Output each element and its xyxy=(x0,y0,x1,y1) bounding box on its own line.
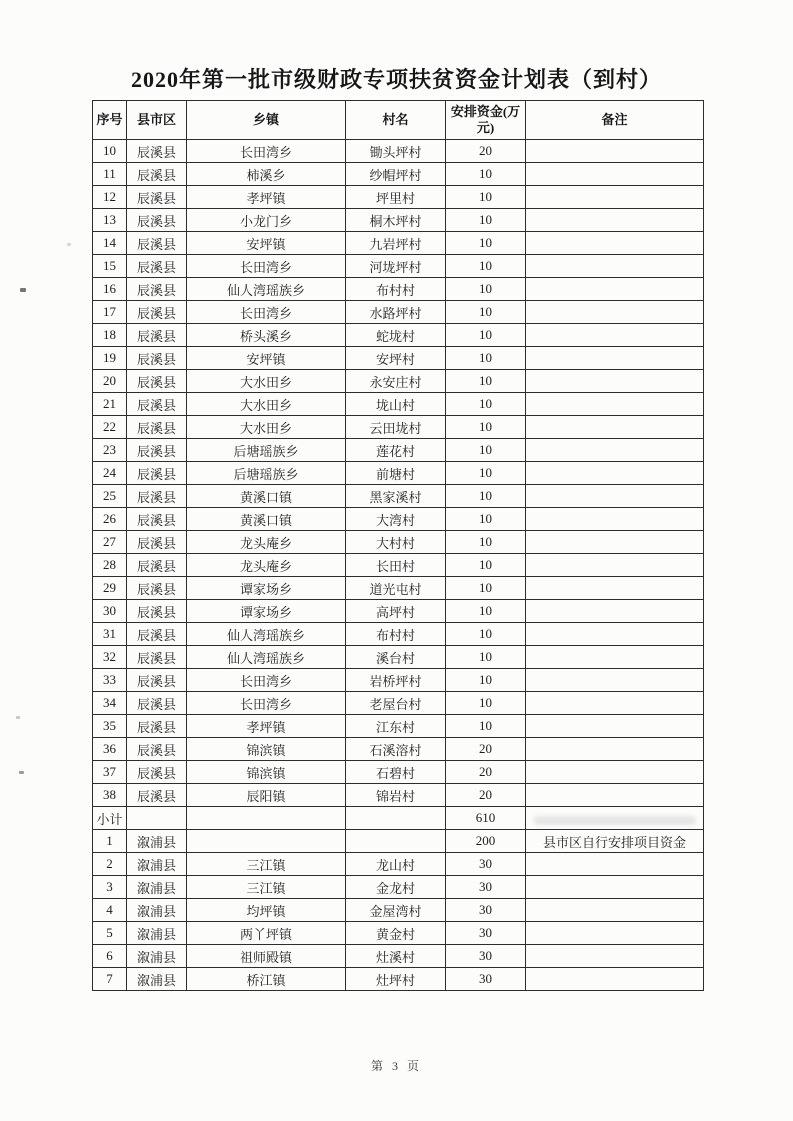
table-cell: 10 xyxy=(446,416,526,439)
table-row xyxy=(93,577,704,600)
table-cell: 20 xyxy=(446,738,526,761)
table-cell: 辰溪县 xyxy=(127,485,187,508)
table-cell: 溆浦县 xyxy=(127,945,187,968)
table-cell: 10 xyxy=(446,186,526,209)
table-cell: 10 xyxy=(446,163,526,186)
table-cell: 水路坪村 xyxy=(346,301,446,324)
scan-speck xyxy=(16,716,20,719)
table-cell: 38 xyxy=(93,784,127,807)
table-cell: 石碧村 xyxy=(346,761,446,784)
table-row xyxy=(93,416,704,439)
table-cell: 10 xyxy=(446,439,526,462)
table-cell: 长田湾乡 xyxy=(187,301,346,324)
table-cell xyxy=(526,715,704,738)
table-body xyxy=(93,140,704,991)
table-cell: 辰溪县 xyxy=(127,209,187,232)
table-cell xyxy=(526,945,704,968)
column-header: 村名 xyxy=(346,101,446,140)
table-cell: 小计 xyxy=(93,807,127,830)
table-cell: 10 xyxy=(446,324,526,347)
table-cell: 20 xyxy=(446,784,526,807)
table-cell xyxy=(526,968,704,991)
table-cell xyxy=(526,439,704,462)
table-cell xyxy=(526,462,704,485)
table-cell xyxy=(526,623,704,646)
table-cell: 20 xyxy=(446,140,526,163)
table-cell: 大水田乡 xyxy=(187,370,346,393)
table-cell: 22 xyxy=(93,416,127,439)
table-row xyxy=(93,899,704,922)
table-row xyxy=(93,232,704,255)
table-cell: 11 xyxy=(93,163,127,186)
table-cell xyxy=(526,876,704,899)
table-cell: 辰溪县 xyxy=(127,140,187,163)
table-cell: 27 xyxy=(93,531,127,554)
table-cell xyxy=(526,508,704,531)
table-cell xyxy=(526,761,704,784)
table-cell: 辰溪县 xyxy=(127,784,187,807)
table-cell: 30 xyxy=(446,853,526,876)
table-cell: 灶坪村 xyxy=(346,968,446,991)
table-cell: 辰溪县 xyxy=(127,324,187,347)
table-cell xyxy=(526,393,704,416)
table-cell: 祖师殿镇 xyxy=(187,945,346,968)
table-cell: 12 xyxy=(93,186,127,209)
subtotal-row xyxy=(93,807,704,830)
table-cell: 溆浦县 xyxy=(127,876,187,899)
table-cell xyxy=(526,370,704,393)
table-cell: 610 xyxy=(446,807,526,830)
table-cell xyxy=(526,922,704,945)
table-cell: 6 xyxy=(93,945,127,968)
table-cell: 10 xyxy=(446,301,526,324)
table-row xyxy=(93,646,704,669)
table-cell: 桐木坪村 xyxy=(346,209,446,232)
scan-speck xyxy=(20,288,26,292)
table-cell: 10 xyxy=(446,577,526,600)
column-header: 备注 xyxy=(526,101,704,140)
table-cell: 大水田乡 xyxy=(187,416,346,439)
table-cell: 仙人湾瑶族乡 xyxy=(187,278,346,301)
table-cell: 辰溪县 xyxy=(127,738,187,761)
table-cell: 长田村 xyxy=(346,554,446,577)
table-cell xyxy=(526,186,704,209)
table-cell xyxy=(526,347,704,370)
table-cell: 3 xyxy=(93,876,127,899)
table-cell: 仙人湾瑶族乡 xyxy=(187,646,346,669)
table-cell: 10 xyxy=(446,508,526,531)
table-cell: 10 xyxy=(93,140,127,163)
table-row xyxy=(93,922,704,945)
table-cell xyxy=(526,577,704,600)
column-header: 乡镇 xyxy=(187,101,346,140)
table-cell: 5 xyxy=(93,922,127,945)
table-cell: 19 xyxy=(93,347,127,370)
table-cell: 10 xyxy=(446,715,526,738)
table-cell: 小龙门乡 xyxy=(187,209,346,232)
table-cell: 溆浦县 xyxy=(127,853,187,876)
table-cell: 10 xyxy=(446,278,526,301)
table-cell: 23 xyxy=(93,439,127,462)
table-cell: 30 xyxy=(93,600,127,623)
scan-speck xyxy=(19,771,24,774)
table-cell: 三江镇 xyxy=(187,876,346,899)
table-cell: 28 xyxy=(93,554,127,577)
table-row xyxy=(93,761,704,784)
table-cell: 坪里村 xyxy=(346,186,446,209)
table-row xyxy=(93,600,704,623)
table-cell xyxy=(526,209,704,232)
table-row xyxy=(93,301,704,324)
table-cell: 26 xyxy=(93,508,127,531)
table-cell: 辰溪县 xyxy=(127,462,187,485)
table-cell: 云田垅村 xyxy=(346,416,446,439)
table-cell: 辰溪县 xyxy=(127,531,187,554)
table-row xyxy=(93,531,704,554)
table-cell: 黄金村 xyxy=(346,922,446,945)
table-row xyxy=(93,554,704,577)
table-cell xyxy=(526,485,704,508)
table-row xyxy=(93,853,704,876)
table-cell: 九岩坪村 xyxy=(346,232,446,255)
table-cell: 10 xyxy=(446,623,526,646)
table-cell: 垅山村 xyxy=(346,393,446,416)
table-row xyxy=(93,370,704,393)
table-cell xyxy=(526,784,704,807)
table-cell xyxy=(526,899,704,922)
table-cell xyxy=(526,140,704,163)
table-cell: 20 xyxy=(93,370,127,393)
table-cell: 35 xyxy=(93,715,127,738)
table-cell xyxy=(526,554,704,577)
table-cell: 大水田乡 xyxy=(187,393,346,416)
table-row xyxy=(93,462,704,485)
table-cell: 辰溪县 xyxy=(127,163,187,186)
table-cell: 10 xyxy=(446,370,526,393)
table-row xyxy=(93,830,704,853)
table-cell: 10 xyxy=(446,554,526,577)
table-cell: 老屋台村 xyxy=(346,692,446,715)
table-cell: 江东村 xyxy=(346,715,446,738)
table-cell xyxy=(526,600,704,623)
table-cell xyxy=(526,807,704,830)
column-header: 序号 xyxy=(93,101,127,140)
table-cell: 10 xyxy=(446,669,526,692)
table-cell: 24 xyxy=(93,462,127,485)
table-row xyxy=(93,163,704,186)
table-cell xyxy=(526,278,704,301)
table-cell: 辰溪县 xyxy=(127,416,187,439)
table-cell: 孝坪镇 xyxy=(187,715,346,738)
table-cell: 蛇垅村 xyxy=(346,324,446,347)
table-cell: 金屋湾村 xyxy=(346,899,446,922)
table-cell: 20 xyxy=(446,761,526,784)
table-cell: 辰溪县 xyxy=(127,692,187,715)
table-cell: 25 xyxy=(93,485,127,508)
table-cell: 桥江镇 xyxy=(187,968,346,991)
table-cell: 黄溪口镇 xyxy=(187,485,346,508)
table-cell: 1 xyxy=(93,830,127,853)
table-cell: 10 xyxy=(446,692,526,715)
table-cell: 辰溪县 xyxy=(127,301,187,324)
table-cell: 锄头坪村 xyxy=(346,140,446,163)
table-cell: 辰溪县 xyxy=(127,370,187,393)
table-cell xyxy=(526,324,704,347)
table-row xyxy=(93,738,704,761)
table-cell: 龙头庵乡 xyxy=(187,531,346,554)
table-row xyxy=(93,209,704,232)
scan-speck xyxy=(67,243,71,246)
table-cell: 灶溪村 xyxy=(346,945,446,968)
table-cell xyxy=(187,807,346,830)
table-cell: 辰溪县 xyxy=(127,347,187,370)
table-row xyxy=(93,669,704,692)
table-cell: 14 xyxy=(93,232,127,255)
table-row xyxy=(93,876,704,899)
table-cell: 溆浦县 xyxy=(127,922,187,945)
table-cell: 黄溪口镇 xyxy=(187,508,346,531)
table-cell xyxy=(526,531,704,554)
table-cell: 2 xyxy=(93,853,127,876)
table-cell: 21 xyxy=(93,393,127,416)
table-cell: 布村村 xyxy=(346,623,446,646)
table-cell: 锦滨镇 xyxy=(187,761,346,784)
table-cell: 10 xyxy=(446,393,526,416)
table-cell: 金龙村 xyxy=(346,876,446,899)
table-cell: 辰溪县 xyxy=(127,600,187,623)
table-cell: 15 xyxy=(93,255,127,278)
table-cell: 10 xyxy=(446,347,526,370)
table-cell: 河垅坪村 xyxy=(346,255,446,278)
table-cell: 辰溪县 xyxy=(127,232,187,255)
table-cell: 200 xyxy=(446,830,526,853)
table-row xyxy=(93,945,704,968)
table-cell: 柿溪乡 xyxy=(187,163,346,186)
table-cell: 辰溪县 xyxy=(127,186,187,209)
table-cell: 后塘瑶族乡 xyxy=(187,462,346,485)
table-cell xyxy=(526,692,704,715)
table-row xyxy=(93,508,704,531)
table-cell: 辰溪县 xyxy=(127,623,187,646)
table-cell: 仙人湾瑶族乡 xyxy=(187,623,346,646)
table-cell: 龙山村 xyxy=(346,853,446,876)
table-cell: 10 xyxy=(446,232,526,255)
table-cell: 孝坪镇 xyxy=(187,186,346,209)
column-header: 安排资金(万元) xyxy=(446,101,526,140)
table-cell: 石溪溶村 xyxy=(346,738,446,761)
table-row xyxy=(93,692,704,715)
table-cell: 岩桥坪村 xyxy=(346,669,446,692)
table-cell xyxy=(526,853,704,876)
table-cell: 31 xyxy=(93,623,127,646)
table-row xyxy=(93,784,704,807)
table-cell xyxy=(526,301,704,324)
table-row xyxy=(93,278,704,301)
table-cell: 10 xyxy=(446,462,526,485)
scan-smudge xyxy=(534,816,696,825)
table-cell: 谭家场乡 xyxy=(187,600,346,623)
table-cell xyxy=(526,416,704,439)
table-cell xyxy=(526,255,704,278)
table-cell: 高坪村 xyxy=(346,600,446,623)
table-cell: 30 xyxy=(446,899,526,922)
table-cell xyxy=(526,232,704,255)
table-cell: 辰溪县 xyxy=(127,577,187,600)
table-cell: 锦岩村 xyxy=(346,784,446,807)
page-title: 2020年第一批市级财政专项扶贫资金计划表（到村） xyxy=(130,67,662,92)
table-cell: 莲花村 xyxy=(346,439,446,462)
table-row xyxy=(93,623,704,646)
table-cell xyxy=(526,163,704,186)
table-cell xyxy=(526,646,704,669)
table-cell: 大村村 xyxy=(346,531,446,554)
table-cell: 黑家溪村 xyxy=(346,485,446,508)
table-cell: 辰阳镇 xyxy=(187,784,346,807)
table-row xyxy=(93,715,704,738)
table-cell: 30 xyxy=(446,876,526,899)
table-cell: 长田湾乡 xyxy=(187,692,346,715)
table-cell: 龙头庵乡 xyxy=(187,554,346,577)
table-cell: 辰溪县 xyxy=(127,761,187,784)
table-cell xyxy=(526,738,704,761)
table-cell: 锦滨镇 xyxy=(187,738,346,761)
table-cell: 溪台村 xyxy=(346,646,446,669)
table-cell: 溆浦县 xyxy=(127,899,187,922)
table-cell: 37 xyxy=(93,761,127,784)
table-row xyxy=(93,393,704,416)
table-cell: 30 xyxy=(446,945,526,968)
table-cell: 10 xyxy=(446,255,526,278)
table-cell: 溆浦县 xyxy=(127,830,187,853)
table-header-row xyxy=(93,101,704,140)
table-cell xyxy=(346,807,446,830)
table-cell xyxy=(346,830,446,853)
table-cell: 辰溪县 xyxy=(127,669,187,692)
table-row xyxy=(93,439,704,462)
column-header: 县市区 xyxy=(127,101,187,140)
table-cell: 桥头溪乡 xyxy=(187,324,346,347)
table-cell: 33 xyxy=(93,669,127,692)
table-cell: 32 xyxy=(93,646,127,669)
table-cell: 县市区自行安排项目资金 xyxy=(526,830,704,853)
table-cell: 辰溪县 xyxy=(127,393,187,416)
table-row xyxy=(93,186,704,209)
table-cell xyxy=(526,669,704,692)
table-cell: 长田湾乡 xyxy=(187,669,346,692)
table-cell: 10 xyxy=(446,531,526,554)
table-cell: 安坪村 xyxy=(346,347,446,370)
table-cell: 道光屯村 xyxy=(346,577,446,600)
table-cell: 34 xyxy=(93,692,127,715)
table-cell: 10 xyxy=(446,209,526,232)
page-number: 第 3 页 xyxy=(370,1059,422,1073)
table-cell: 18 xyxy=(93,324,127,347)
table-cell: 7 xyxy=(93,968,127,991)
table-cell: 36 xyxy=(93,738,127,761)
table-cell: 三江镇 xyxy=(187,853,346,876)
table-cell: 辰溪县 xyxy=(127,554,187,577)
table-cell: 辰溪县 xyxy=(127,646,187,669)
table-cell: 均坪镇 xyxy=(187,899,346,922)
table-cell: 辰溪县 xyxy=(127,439,187,462)
table-cell: 后塘瑶族乡 xyxy=(187,439,346,462)
table-cell: 溆浦县 xyxy=(127,968,187,991)
table-row xyxy=(93,255,704,278)
table-cell: 布村村 xyxy=(346,278,446,301)
table-cell: 辰溪县 xyxy=(127,508,187,531)
table-cell: 10 xyxy=(446,600,526,623)
table-cell: 大湾村 xyxy=(346,508,446,531)
table-cell: 长田湾乡 xyxy=(187,140,346,163)
table-cell: 安坪镇 xyxy=(187,232,346,255)
table-cell: 谭家场乡 xyxy=(187,577,346,600)
table-row xyxy=(93,968,704,991)
fund-plan-table xyxy=(92,100,704,991)
table-row xyxy=(93,140,704,163)
table-row xyxy=(93,347,704,370)
table-cell: 安坪镇 xyxy=(187,347,346,370)
table-cell: 辰溪县 xyxy=(127,278,187,301)
table-cell: 长田湾乡 xyxy=(187,255,346,278)
table-cell: 永安庄村 xyxy=(346,370,446,393)
table-row xyxy=(93,485,704,508)
table-row xyxy=(93,324,704,347)
table-cell: 10 xyxy=(446,646,526,669)
table-cell: 30 xyxy=(446,968,526,991)
table-cell: 16 xyxy=(93,278,127,301)
table-cell: 29 xyxy=(93,577,127,600)
table-cell: 4 xyxy=(93,899,127,922)
table-cell: 10 xyxy=(446,485,526,508)
table-cell: 17 xyxy=(93,301,127,324)
table-cell: 前塘村 xyxy=(346,462,446,485)
table-cell: 13 xyxy=(93,209,127,232)
table-cell: 30 xyxy=(446,922,526,945)
table-cell: 两丫坪镇 xyxy=(187,922,346,945)
table-cell: 辰溪县 xyxy=(127,715,187,738)
table-cell: 纱帽坪村 xyxy=(346,163,446,186)
table-cell xyxy=(127,807,187,830)
table-cell: 辰溪县 xyxy=(127,255,187,278)
table-cell xyxy=(187,830,346,853)
